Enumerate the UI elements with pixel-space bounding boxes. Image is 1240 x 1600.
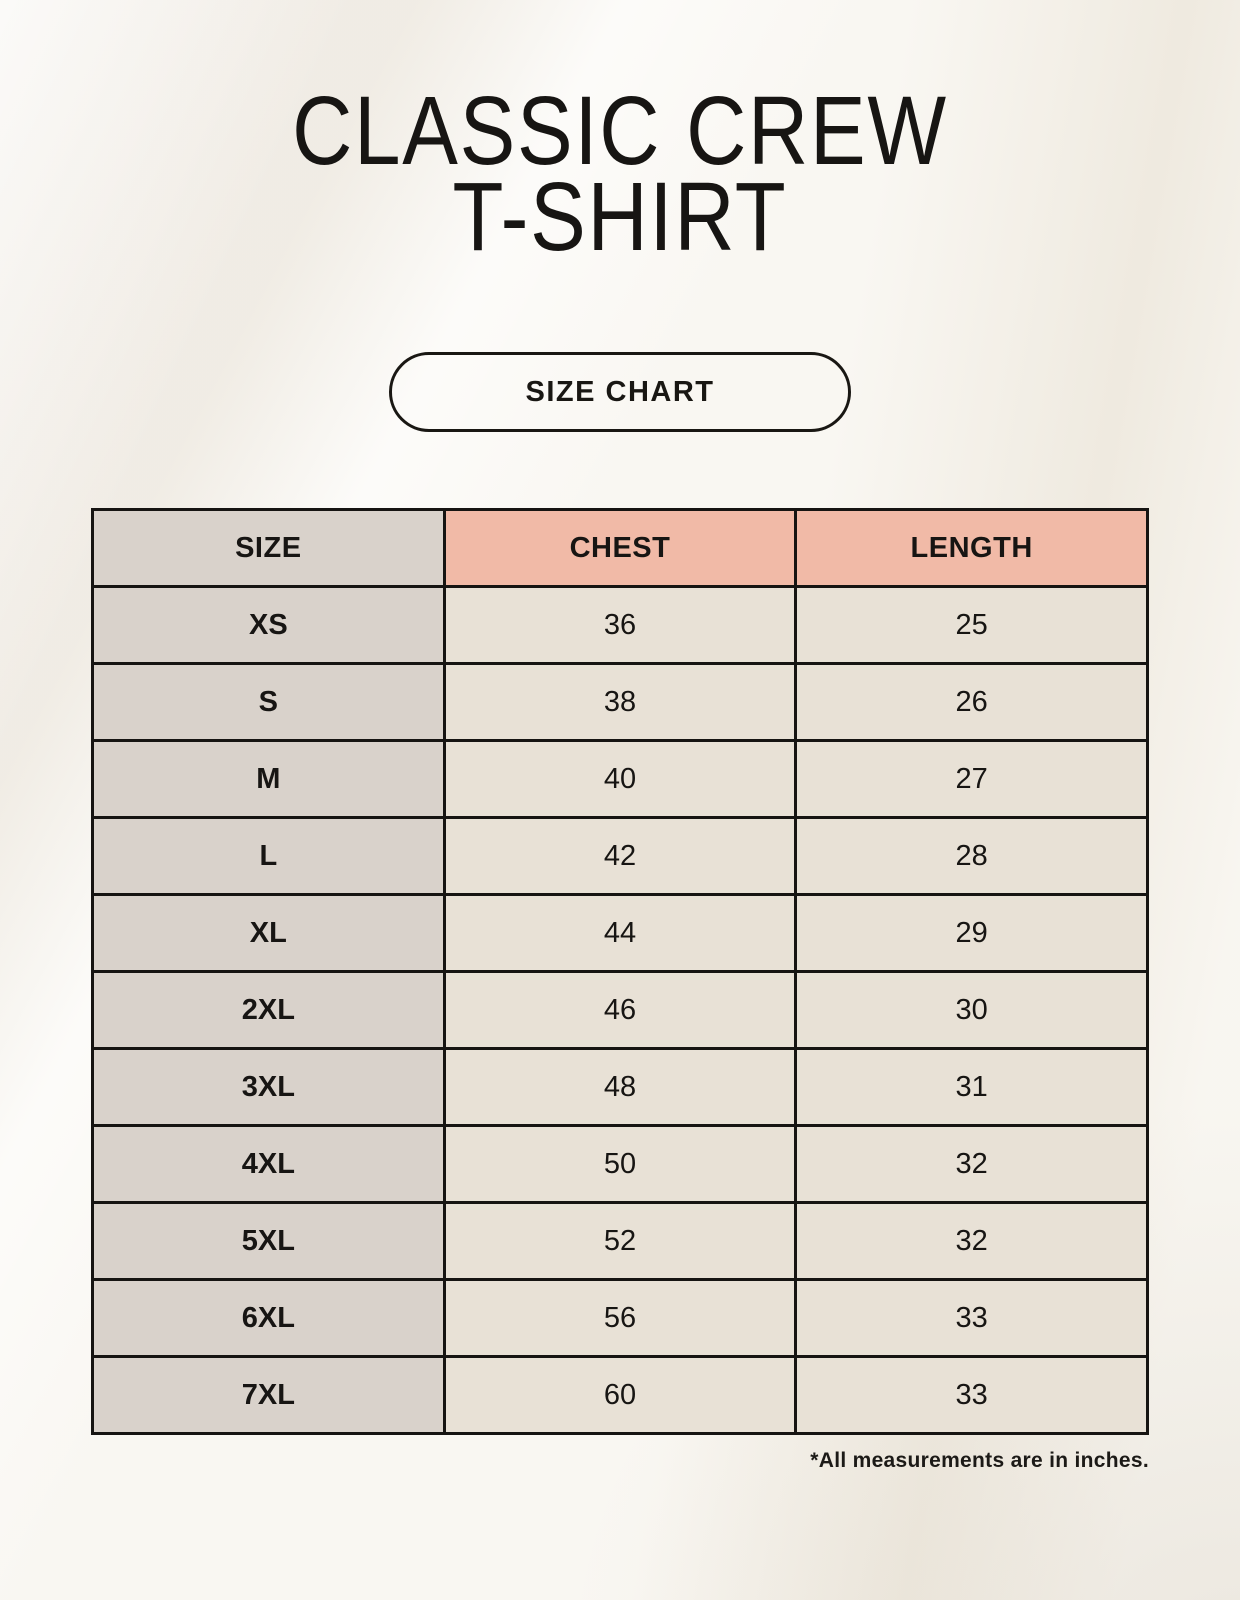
chest-value-cell: 44: [444, 895, 796, 972]
size-label-cell: XL: [93, 895, 445, 972]
size-label-cell: M: [93, 741, 445, 818]
chest-value-cell: 56: [444, 1280, 796, 1357]
length-value-cell: 27: [796, 741, 1148, 818]
table-row: [93, 741, 1148, 818]
page-title-line-2: T-SHIRT: [452, 162, 788, 271]
column-header-chest: CHEST: [444, 510, 796, 587]
chest-value-cell: 50: [444, 1126, 796, 1203]
chest-value-cell: 48: [444, 1049, 796, 1126]
table-row: [93, 895, 1148, 972]
table-row: [93, 1357, 1148, 1434]
measurements-footnote: *All measurements are in inches.: [810, 1449, 1149, 1472]
table-row: [93, 664, 1148, 741]
chest-value-cell: 36: [444, 587, 796, 664]
size-label-cell: 2XL: [93, 972, 445, 1049]
length-value-cell: 30: [796, 972, 1148, 1049]
length-value-cell: 33: [796, 1357, 1148, 1434]
size-label-cell: L: [93, 818, 445, 895]
table-row: [93, 818, 1148, 895]
chest-value-cell: 52: [444, 1203, 796, 1280]
size-label-cell: 6XL: [93, 1280, 445, 1357]
size-label-cell: 5XL: [93, 1203, 445, 1280]
length-value-cell: 32: [796, 1203, 1148, 1280]
size-chart-button[interactable]: SIZE CHART: [389, 352, 851, 432]
size-label-cell: 3XL: [93, 1049, 445, 1126]
table-row: [93, 1203, 1148, 1280]
size-label-cell: 4XL: [93, 1126, 445, 1203]
length-value-cell: 32: [796, 1126, 1148, 1203]
size-chart-table-container: [91, 508, 1149, 1435]
table-row: [93, 972, 1148, 1049]
size-label-cell: XS: [93, 587, 445, 664]
length-value-cell: 31: [796, 1049, 1148, 1126]
table-row: [93, 1280, 1148, 1357]
column-header-size: SIZE: [93, 510, 445, 587]
table-row: [93, 587, 1148, 664]
chest-value-cell: 60: [444, 1357, 796, 1434]
chest-value-cell: 46: [444, 972, 796, 1049]
size-label-cell: S: [93, 664, 445, 741]
chest-value-cell: 40: [444, 741, 796, 818]
table-row: [93, 1049, 1148, 1126]
length-value-cell: 25: [796, 587, 1148, 664]
length-value-cell: 26: [796, 664, 1148, 741]
size-chart-table: [91, 508, 1149, 1435]
length-value-cell: 29: [796, 895, 1148, 972]
chest-value-cell: 38: [444, 664, 796, 741]
size-chart-button-container: [0, 352, 1240, 432]
page-title-line-1: CLASSIC CREW: [292, 76, 948, 185]
chest-value-cell: 42: [444, 818, 796, 895]
length-value-cell: 33: [796, 1280, 1148, 1357]
length-value-cell: 28: [796, 818, 1148, 895]
size-label-cell: 7XL: [93, 1357, 445, 1434]
column-header-length: LENGTH: [796, 510, 1148, 587]
table-header-row: [93, 510, 1148, 587]
table-row: [93, 1126, 1148, 1203]
page-title: [87, 76, 1153, 271]
